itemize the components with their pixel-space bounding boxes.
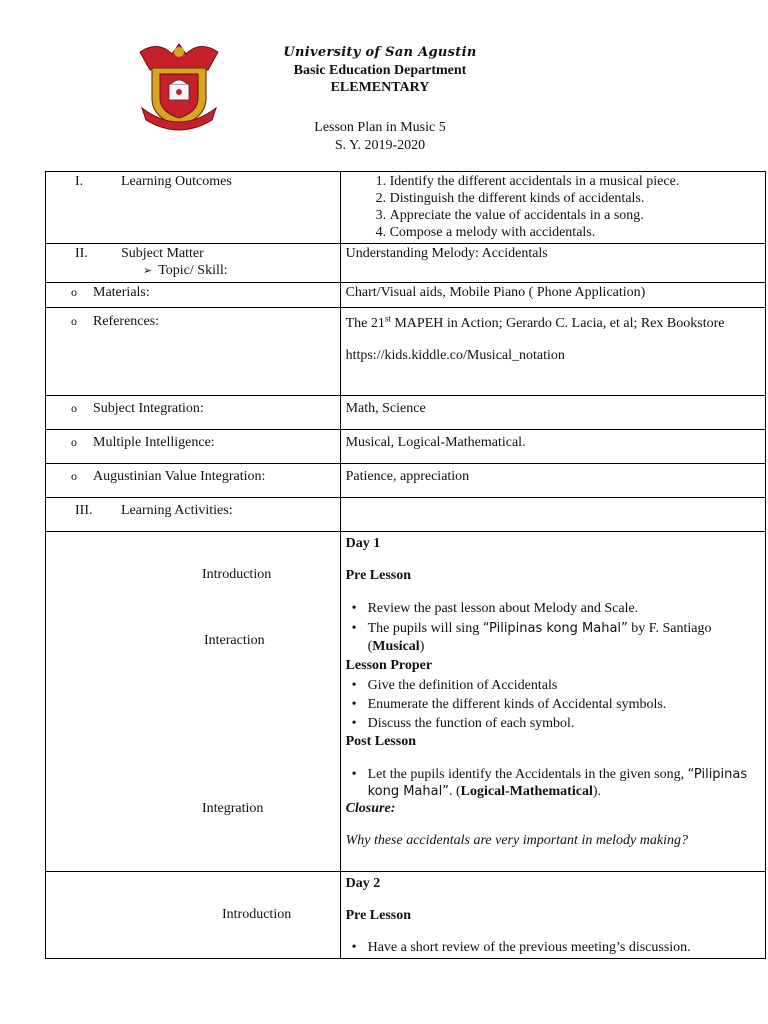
day1-content-cell [340, 532, 765, 872]
list-item: • Let the pupils identify the Accidentals in the given song, “Pilipinas kong Mahal”. (Logical-Mathematical). [368, 766, 760, 800]
section-label: Learning Outcomes [121, 174, 232, 189]
day-heading: Day 2 [345, 876, 381, 891]
day2-phase-cell [46, 872, 341, 959]
phase-interaction-label: Interaction [204, 633, 265, 648]
list-item: • Give the definition of Accidentals [368, 676, 760, 695]
pre-lesson-list [346, 939, 760, 956]
section-number: II. [75, 246, 88, 261]
lesson-plan-table [45, 171, 766, 959]
school-year: S. Y. 2019-2020 [334, 138, 426, 153]
university-name: University of San Agustin [283, 45, 477, 60]
topic-value: Understanding Melody: Accidentals [340, 244, 765, 283]
row-learning-outcomes [46, 172, 766, 244]
list-item: 2. Distinguish the different kinds of accidentals. [390, 190, 760, 207]
pre-lesson-heading: Pre Lesson [345, 568, 412, 583]
circle-bullet-icon: o [71, 314, 77, 328]
outcomes-list [346, 173, 760, 241]
day-heading: Day 1 [345, 536, 381, 551]
multiple-intelligence-label: Multiple Intelligence: [93, 435, 215, 450]
lesson-proper-heading: Lesson Proper [345, 658, 433, 673]
row-augustinian-value [46, 464, 766, 498]
subject-integration-value-cell [340, 396, 765, 430]
list-item: • The pupils will sing “Pilipinas kong Mahal” by F. Santiago (Musical) [368, 620, 760, 656]
post-lesson-heading: Post Lesson [345, 734, 416, 749]
augustinian-value: Patience, appreciation [345, 469, 470, 484]
activities-empty-cell [340, 498, 765, 532]
multiple-intelligence-value-cell [340, 430, 765, 464]
pre-lesson-heading: Pre Lesson [345, 908, 412, 923]
row-materials [46, 283, 766, 308]
topic-label: Topic/ Skill: [158, 263, 228, 278]
list-item: • Review the past lesson about Melody and Scale. [368, 599, 760, 618]
circle-bullet-icon: o [71, 435, 77, 449]
list-item: • Have a short review of the previous meeting’s discussion. [368, 939, 760, 956]
lesson-plan-title-block [240, 119, 520, 155]
references-value-cell [340, 308, 765, 396]
lesson-proper-list [346, 676, 760, 733]
day2-content-cell [340, 872, 765, 959]
multiple-intelligence-value: Musical, Logical-Mathematical. [345, 435, 526, 450]
list-item: • Enumerate the different kinds of Accidental symbols. [368, 695, 760, 714]
phase-integration-label: Integration [202, 801, 264, 816]
pre-lesson-list [346, 599, 760, 656]
lesson-plan-title: Lesson Plan in Music 5 [314, 120, 446, 135]
circle-bullet-icon: o [71, 469, 77, 483]
reference-link[interactable]: https://kids.kiddle.co/Musical_notation [345, 348, 565, 363]
closure-question: Why these accidentals are very important in melody making? [345, 833, 688, 848]
university-seal-logo [138, 40, 220, 132]
row-subject-matter [46, 244, 766, 283]
day1-phase-cell [46, 532, 341, 872]
circle-bullet-icon: o [71, 401, 77, 415]
document-header [0, 40, 768, 160]
section-number: I. [75, 174, 84, 189]
outcomes-label-cell [46, 172, 341, 244]
row-learning-activities [46, 498, 766, 532]
section-number: III. [75, 503, 93, 518]
row-references [46, 308, 766, 396]
references-label: References: [93, 314, 160, 329]
references-label-cell [46, 308, 341, 396]
list-item: 1. Identify the different accidentals in a musical piece. [390, 173, 760, 190]
list-item: 4. Compose a melody with accidentals. [390, 224, 760, 241]
augustinian-label: Augustinian Value Integration: [93, 469, 266, 484]
circle-bullet-icon: o [71, 285, 77, 299]
post-lesson-list [346, 766, 760, 800]
subject-integration-label-cell [46, 396, 341, 430]
augustinian-value-cell [340, 464, 765, 498]
section-label: Subject Matter [121, 246, 204, 261]
list-item: 3. Appreciate the value of accidentals in a song. [390, 207, 760, 224]
references-text: The 21st MAPEH in Action; Gerardo C. Lacia, et al; Rex Bookstore [345, 313, 725, 331]
phase-introduction-label: Introduction [222, 907, 292, 922]
materials-label: Materials: [93, 285, 150, 300]
row-day-1 [46, 532, 766, 872]
subject-integration-value: Math, Science [345, 401, 426, 416]
subject-integration-label: Subject Integration: [93, 401, 204, 416]
materials-label-cell [46, 283, 341, 308]
materials-value: Chart/Visual aids, Mobile Piano ( Phone Application) [340, 283, 765, 308]
outcomes-value-cell [340, 172, 765, 244]
row-multiple-intelligence [46, 430, 766, 464]
row-day-2 [46, 872, 766, 959]
section-label: Learning Activities: [121, 503, 233, 518]
row-subject-integration [46, 396, 766, 430]
phase-introduction-label: Introduction [202, 567, 272, 582]
multiple-intelligence-label-cell [46, 430, 341, 464]
activities-label-cell [46, 498, 341, 532]
school-name-block [240, 44, 520, 96]
subject-matter-label-cell [46, 244, 341, 283]
level-name: ELEMENTARY [330, 80, 430, 95]
arrow-bullet-icon: ➢ [143, 265, 153, 277]
closure-heading: Closure: [345, 801, 396, 816]
augustinian-label-cell [46, 464, 341, 498]
list-item: • Discuss the function of each symbol. [368, 714, 760, 733]
department-name: Basic Education Department [293, 63, 467, 78]
